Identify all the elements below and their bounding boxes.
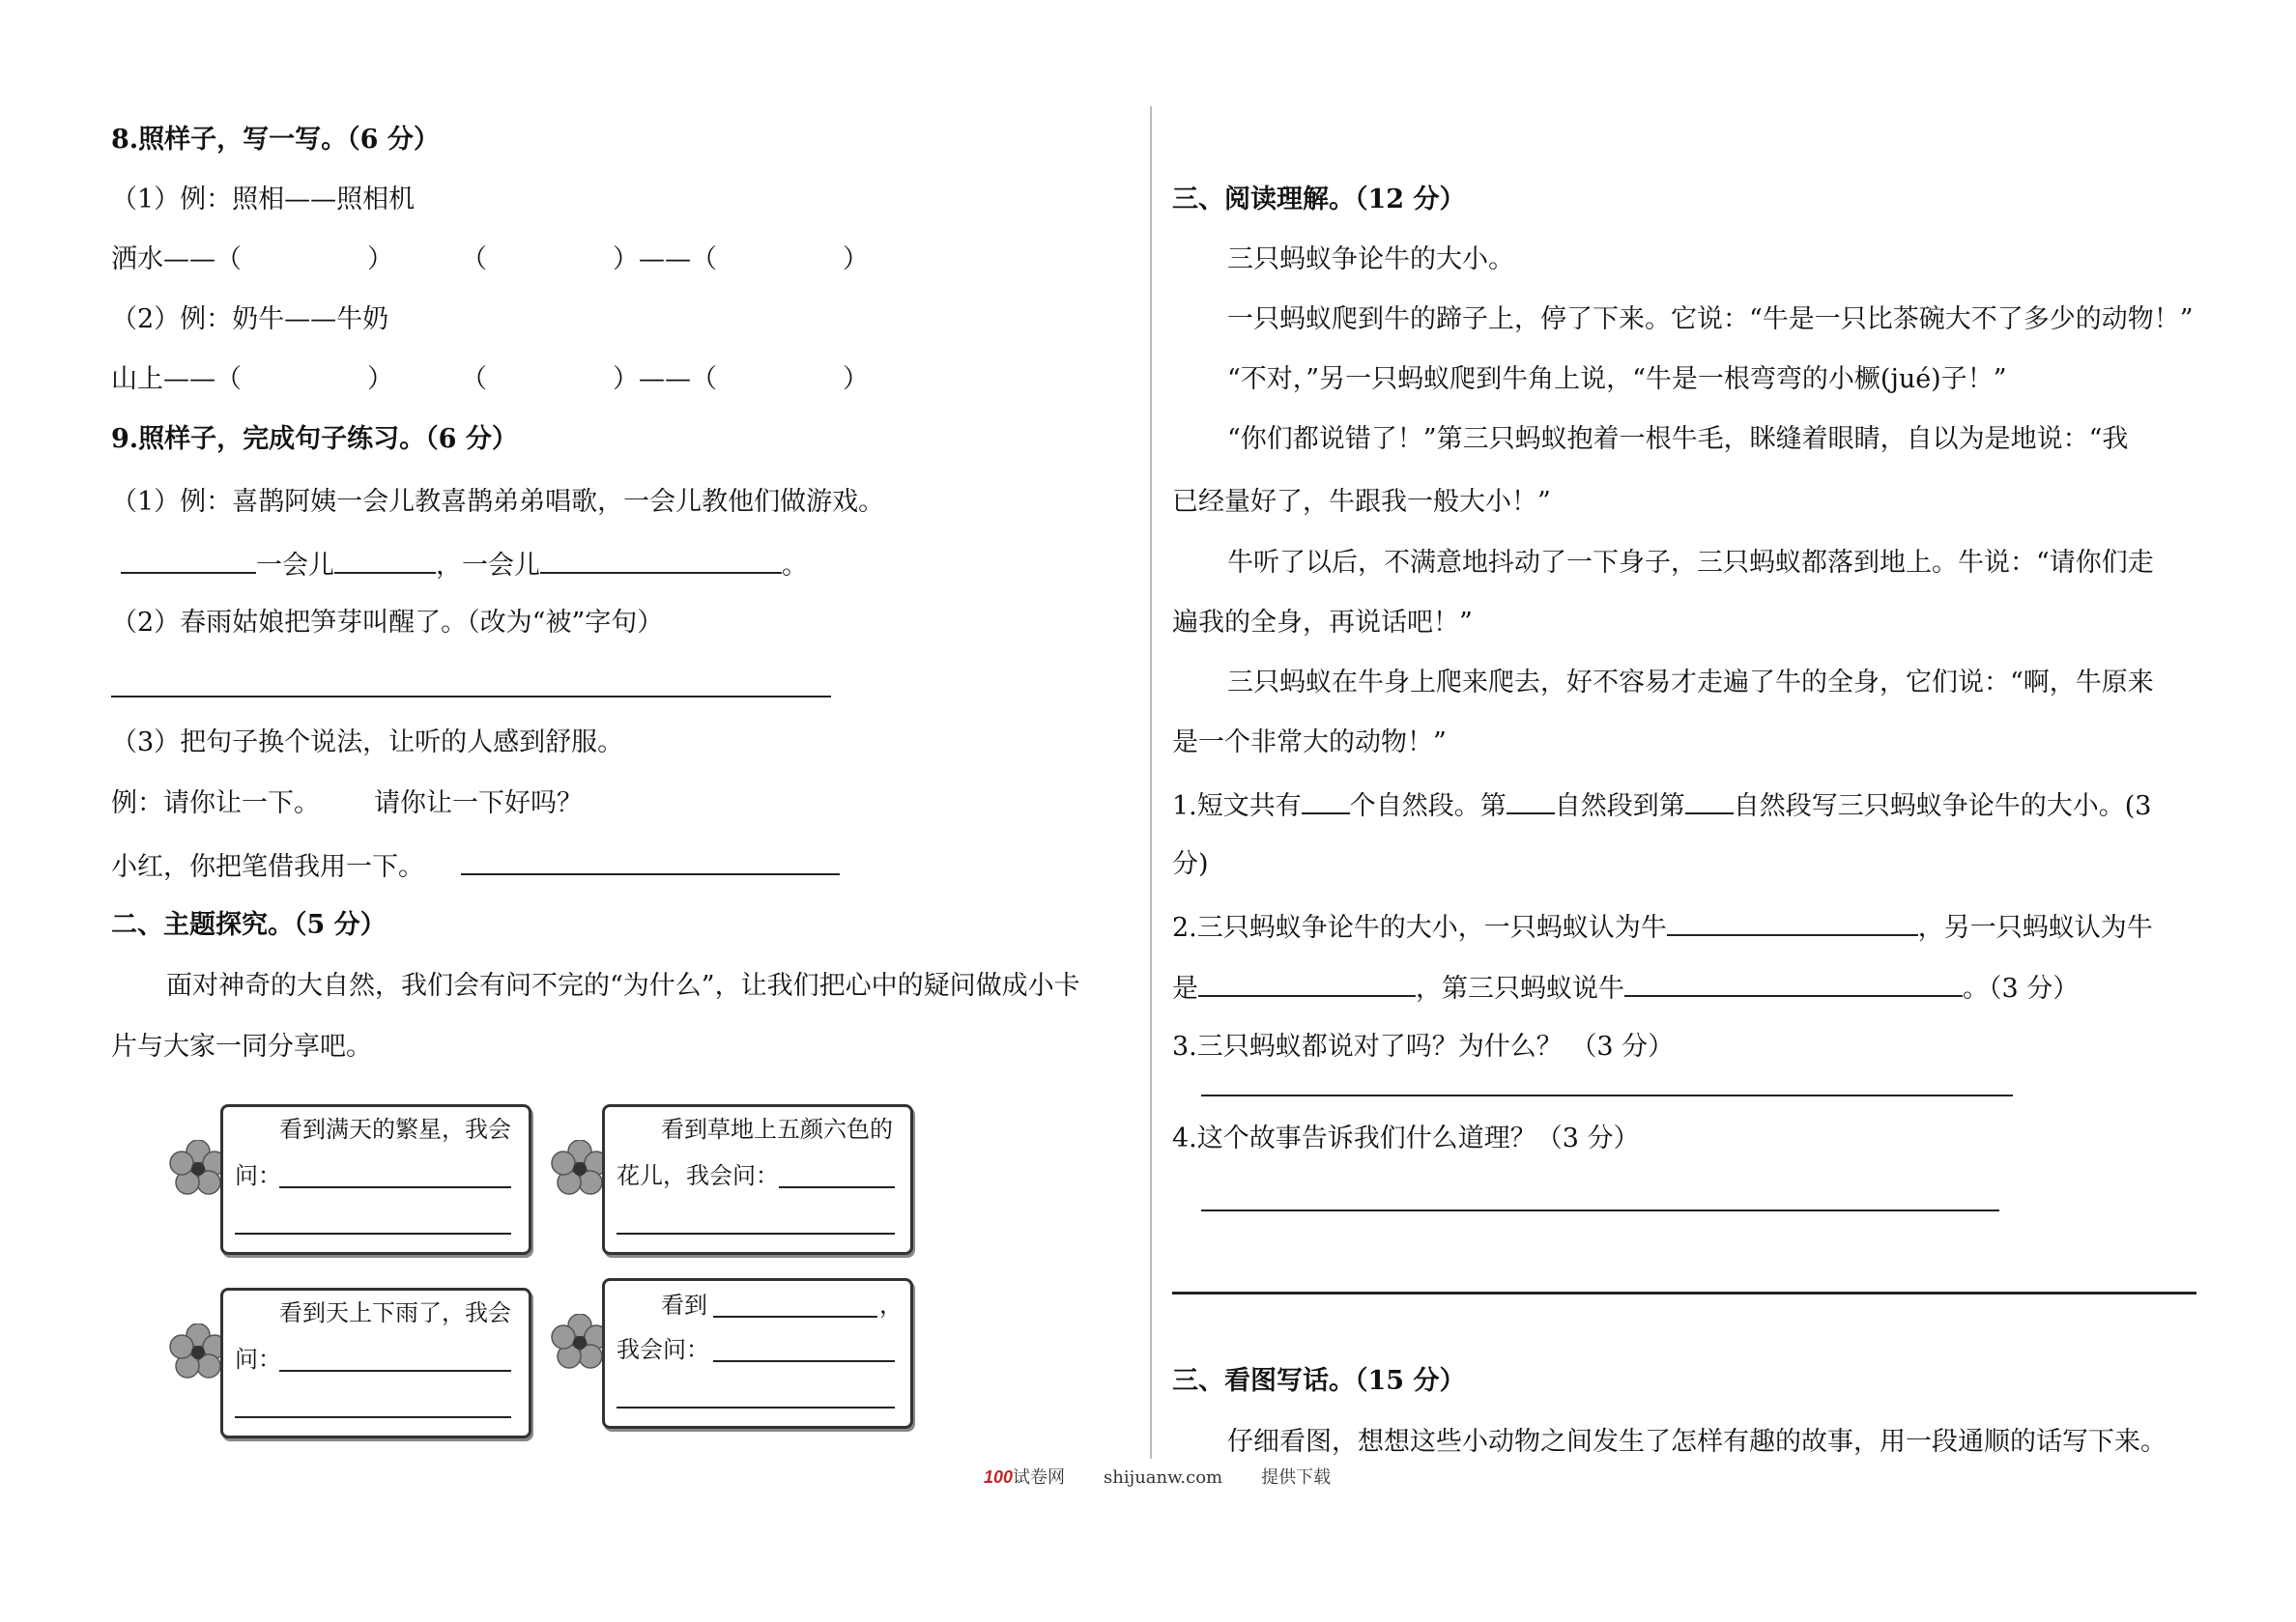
card2-answer-line[interactable] (617, 1233, 895, 1235)
reading-q3-answer-line[interactable] (1201, 1095, 2013, 1096)
reading-q1-b: 个自然段。第 (1349, 791, 1507, 821)
q8-row2-c: （ (461, 364, 487, 394)
q8-row2-e: ） (843, 364, 869, 394)
card2-line-2: 花儿，我会问： (617, 1162, 779, 1189)
q8-row1-a: 洒水——（ (111, 244, 242, 274)
sec3-title: 三、阅读理解。（12 分） (1172, 185, 1466, 214)
q8-title: 8.照样子，写一写。（6 分） (111, 125, 440, 155)
flower-icon (169, 1140, 227, 1198)
reading-q1-cont: 分) (1172, 849, 1209, 879)
card3-line-2: 问： (235, 1346, 281, 1373)
story-p3a: “你们都说错了！”第三只蚂蚁抱着一根牛毛，眯缝着眼睛，自以为是地说：“我 (1227, 424, 2129, 454)
q8-row1-e: ） (843, 244, 869, 274)
q9-blank-3[interactable] (540, 547, 782, 574)
reading-q1-blank[interactable] (1685, 787, 1734, 814)
reading-q2-cont (1172, 970, 2079, 1006)
card1-answer-line[interactable] (279, 1186, 511, 1188)
reading-q2-e: 。（3 分） (1963, 974, 2080, 1004)
card3-answer-line[interactable] (235, 1416, 511, 1418)
reading-q2-blank[interactable] (1667, 909, 1918, 936)
card4-line-1: 看到 (661, 1292, 707, 1319)
reading-q2 (1172, 909, 2153, 945)
footer-note: 提供下载 (1261, 1467, 1332, 1488)
q8-row-1 (111, 243, 869, 276)
q9-example-2: （2）春雨姑娘把笋芽叫醒了。（改为“被”字句） (111, 608, 664, 638)
reading-q2-blank[interactable] (1198, 970, 1416, 997)
story-p5a: 三只蚂蚁在牛身上爬来爬去，好不容易才走遍了牛的全身，它们说：“啊，牛原来 (1227, 668, 2154, 697)
card2-answer-line[interactable] (779, 1186, 895, 1188)
q9-example-3-model (111, 787, 583, 820)
q8-row1-d: ）——（ (613, 244, 717, 274)
card4-answer-line[interactable] (617, 1407, 895, 1409)
reading-q1-c: 自然段到第 (1554, 791, 1685, 821)
sec2-para-2: 片与大家一同分享吧。 (111, 1032, 372, 1062)
reading-q1-blank[interactable] (1507, 787, 1555, 814)
reading-q1 (1172, 787, 2151, 823)
site-logo: 100 (984, 1467, 1014, 1487)
q8-row-2 (111, 363, 869, 396)
q8-row2-d: ）——（ (613, 364, 717, 394)
reading-q2-c: 是 (1172, 974, 1198, 1004)
q9-title: 9.照样子，完成句子练习。（6 分） (111, 424, 518, 454)
q9-fill1-a: 一会儿 (256, 551, 334, 581)
reading-q2-a: 2.三只蚂蚁争论牛的大小，一只蚂蚁认为牛 (1172, 913, 1667, 943)
q8-row1-c: （ (461, 244, 487, 274)
q9-answer-line-3[interactable] (461, 848, 840, 875)
card2-line-1: 看到草地上五颜六色的 (661, 1116, 893, 1143)
reading-q3: 3.三只蚂蚁都说对了吗？为什么？ （3 分） (1172, 1032, 1675, 1062)
footer (984, 1464, 1331, 1489)
reading-q4: 4.这个故事告诉我们什么道理？（3 分） (1172, 1124, 1640, 1153)
q9-blank-1[interactable] (121, 547, 256, 574)
q9-example-1: （1）例：喜鹊阿姨一会儿教喜鹊弟弟唱歌，一会儿教他们做游戏。 (111, 487, 885, 517)
q8-row2-b: ） (367, 364, 393, 394)
card4-answer-line[interactable] (713, 1360, 895, 1362)
reading-q4-answer-line[interactable] (1201, 1209, 1999, 1211)
card4-answer-line[interactable] (713, 1316, 877, 1318)
reading-q1-d: 自然段写三只蚂蚁争论牛的大小。(3 (1733, 791, 2152, 821)
card3-answer-line[interactable] (279, 1370, 511, 1372)
card4-line-1-end: ， (879, 1292, 903, 1319)
q8-example-2: （2）例：奶牛——牛奶 (111, 304, 389, 334)
footer-site: 试卷网 (1013, 1467, 1066, 1488)
reading-q1-a: 1.短文共有 (1172, 791, 1302, 821)
reading-q1-blank[interactable] (1302, 787, 1350, 814)
q9-example-3-task (111, 848, 840, 884)
reading-q2-b: ，另一只蚂蚁认为牛 (1917, 913, 2153, 943)
sec2-title: 二、主题探究。（5 分） (111, 910, 387, 940)
footer-url[interactable]: shijuanw.com (1104, 1467, 1223, 1488)
story-p1: 一只蚂蚁爬到牛的蹄子上，停了下来。它说：“牛是一只比茶碗大不了多少的动物！” (1227, 304, 2194, 334)
question-card-4 (602, 1278, 913, 1429)
question-card-1 (220, 1104, 531, 1255)
q9-fill1-b: ，一会儿 (436, 551, 540, 581)
reading-q2-d: ，第三只蚂蚁说牛 (1416, 974, 1624, 1004)
section-rule (1172, 1292, 2196, 1295)
column-divider (1150, 106, 1152, 1459)
q9-ex3-task: 小红，你把笔借我用一下。 (111, 852, 424, 882)
sec4-title: 三、看图写话。（15 分） (1172, 1366, 1466, 1396)
sec2-para-1: 面对神奇的大自然，我们会有问不完的“为什么”，让我们把心中的疑问做成小卡 (166, 971, 1080, 1001)
question-card-2 (602, 1104, 913, 1255)
q8-row1-b: ） (367, 244, 393, 274)
question-card-3 (220, 1288, 531, 1438)
story-p4b: 遍我的全身，再说话吧！” (1172, 608, 1473, 638)
q9-ex3-a: 例：请你让一下。 (111, 788, 320, 818)
story-p4a: 牛听了以后，不满意地抖动了一下身子，三只蚂蚁都落到地上。牛说：“请你们走 (1227, 548, 2154, 578)
q9-answer-line-2[interactable] (111, 696, 831, 697)
card3-line-1: 看到天上下雨了，我会 (279, 1299, 511, 1326)
card1-line-1: 看到满天的繁星，我会 (279, 1116, 511, 1143)
card1-line-2: 问： (235, 1162, 281, 1189)
q8-row2-a: 山上——（ (111, 364, 242, 394)
q9-example-3: （3）把句子换个说法，让听的人感到舒服。 (111, 727, 624, 757)
flower-icon (551, 1314, 609, 1372)
flower-icon (169, 1323, 227, 1381)
story-title: 三只蚂蚁争论牛的大小。 (1227, 244, 1514, 274)
card4-line-2: 我会问： (617, 1336, 709, 1363)
q9-blank-2[interactable] (334, 547, 436, 574)
q9-fill-1 (121, 547, 808, 583)
q9-fill1-c: 。 (782, 551, 808, 581)
story-p2: “不对，”另一只蚂蚁爬到牛角上说，“牛是一根弯弯的小橛(jué)子！” (1227, 364, 2007, 394)
story-p5b: 是一个非常大的动物！” (1172, 727, 1447, 757)
story-p3b: 已经量好了，牛跟我一般大小！” (1172, 487, 1551, 517)
card1-answer-line[interactable] (235, 1233, 511, 1235)
reading-q2-blank[interactable] (1624, 970, 1963, 997)
sec4-para: 仔细看图，想想这些小动物之间发生了怎样有趣的故事，用一段通顺的话写下来。 (1227, 1427, 2167, 1457)
q9-ex3-b: 请你让一下好吗？ (374, 788, 583, 818)
flower-icon (551, 1140, 609, 1198)
q8-example-1: （1）例：照相——照相机 (111, 185, 416, 214)
